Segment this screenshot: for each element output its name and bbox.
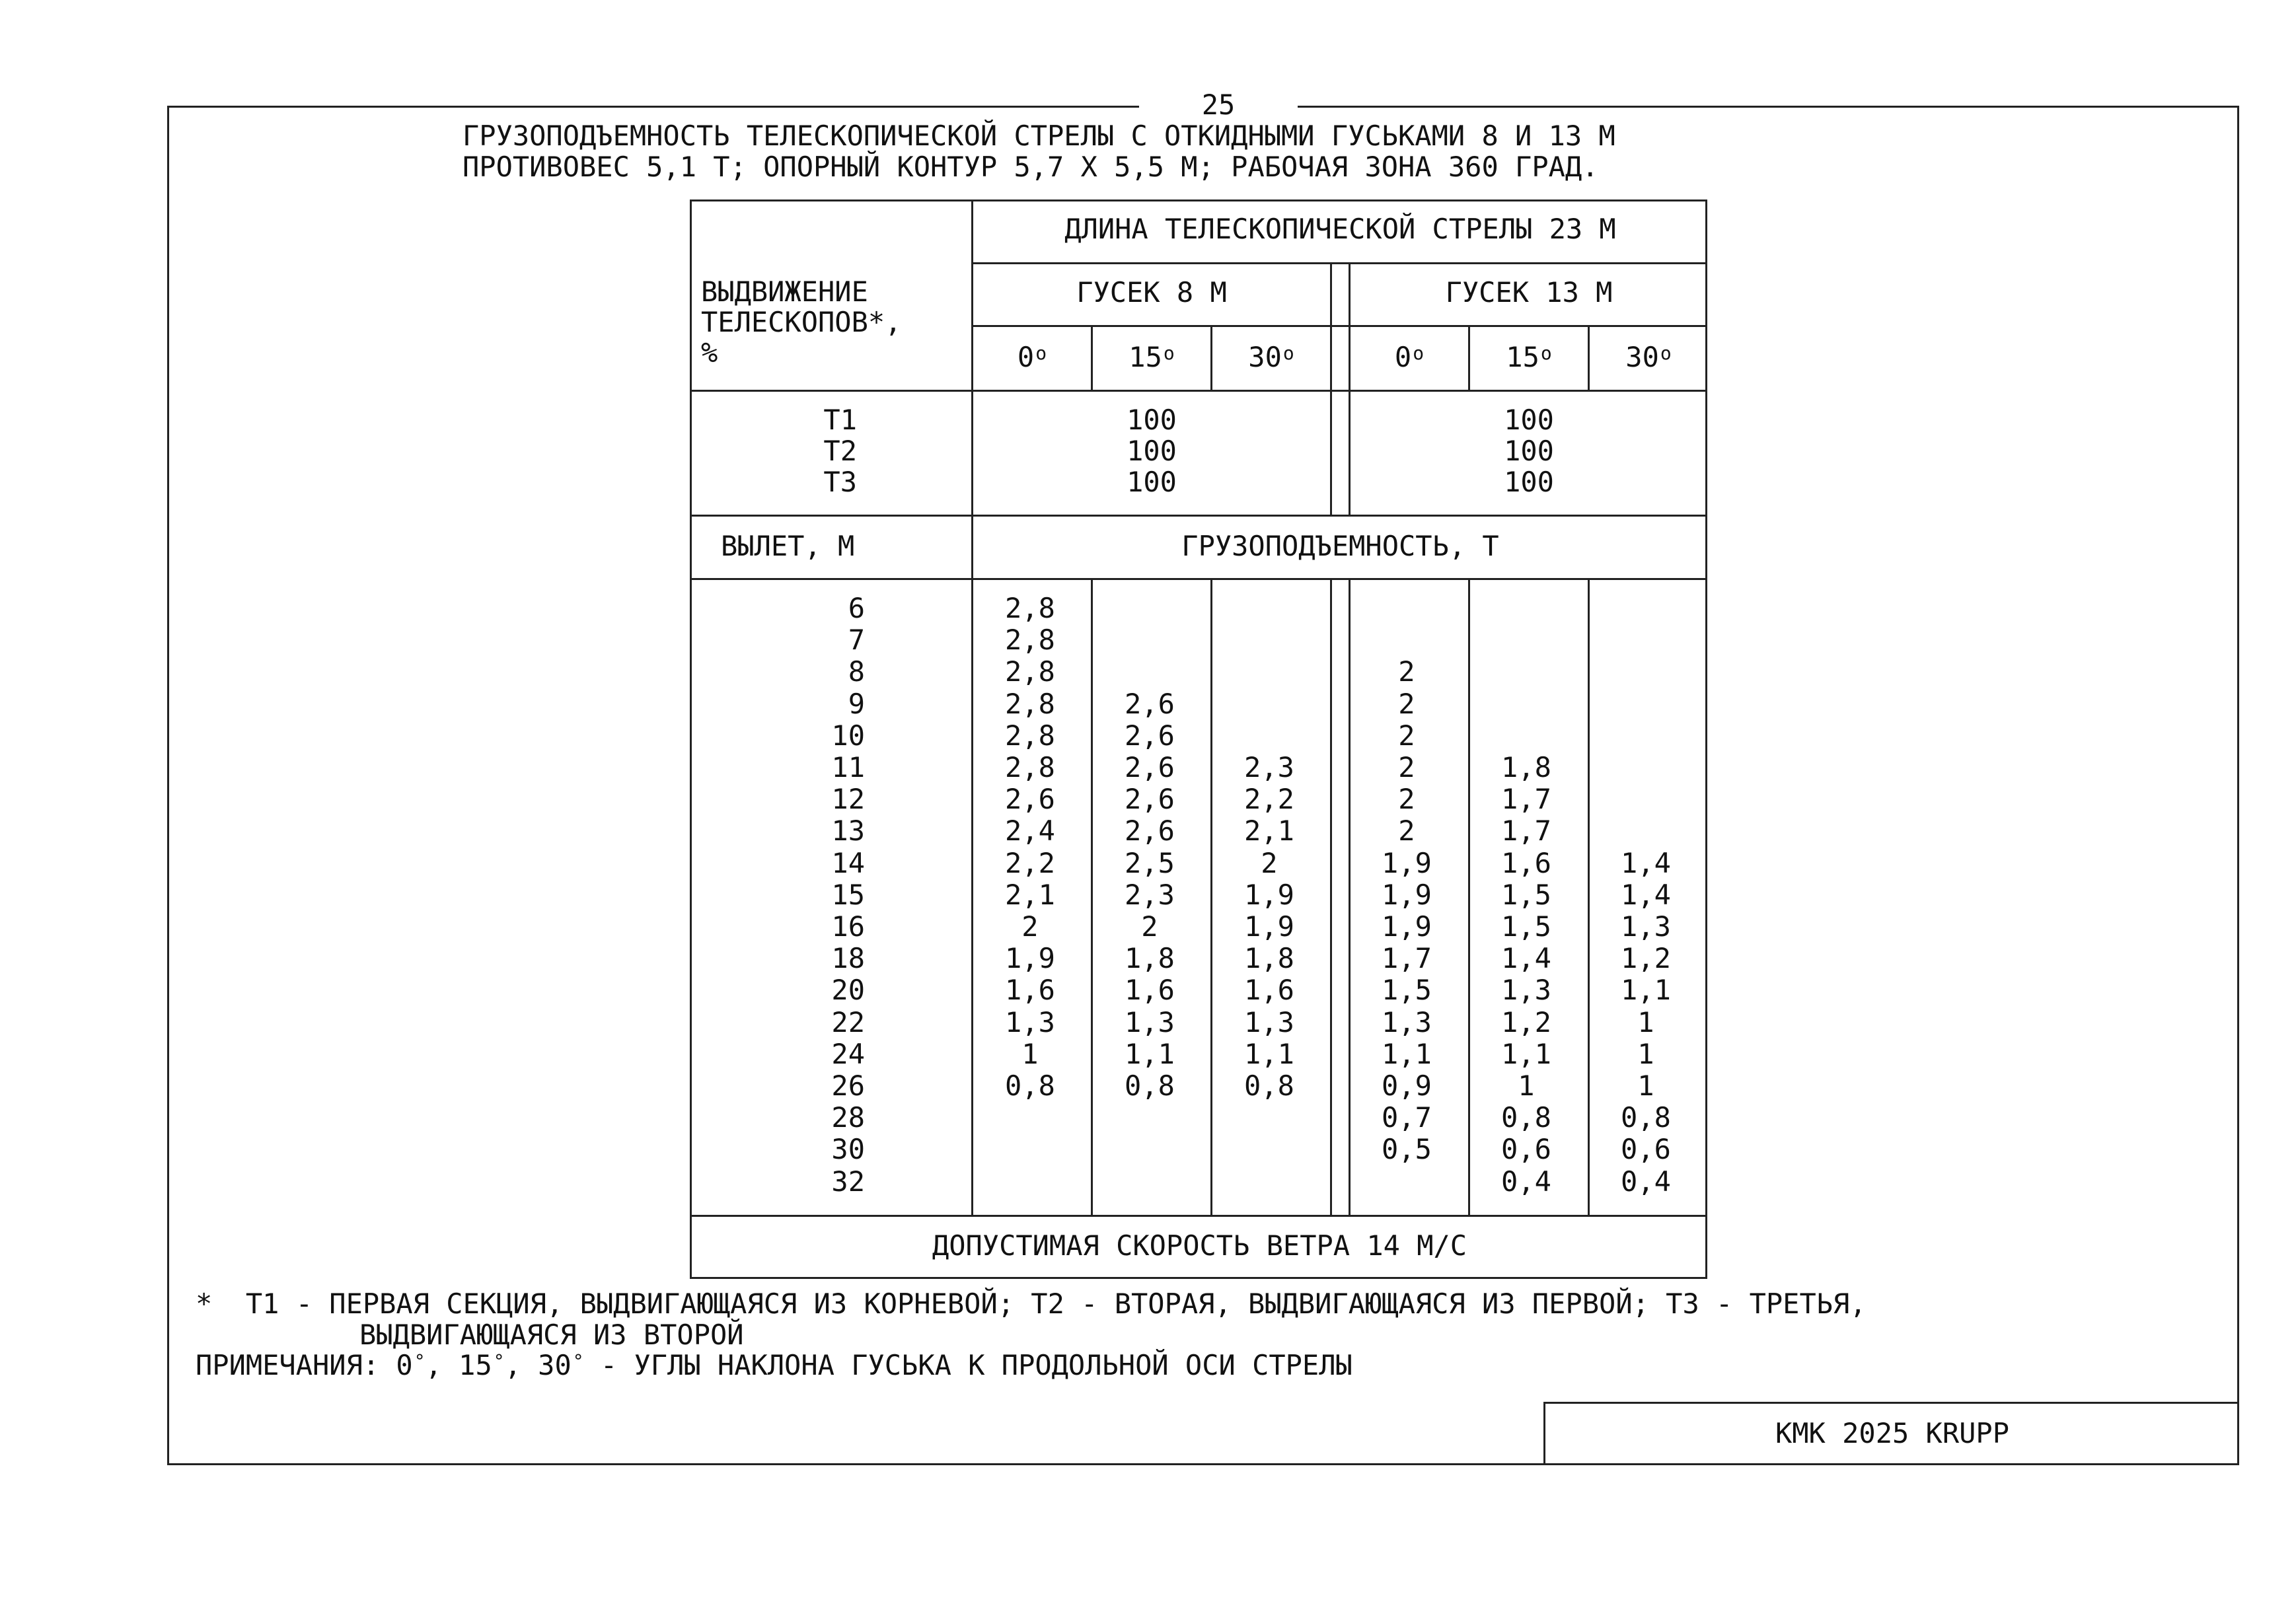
angle-jib8-15: 15$^o$ xyxy=(1129,341,1175,373)
rule-data-bottom xyxy=(692,1215,1707,1217)
angle-jib8-30: 30$^o$ xyxy=(1248,341,1294,373)
header-extension xyxy=(701,216,965,429)
capacity-jib8-0: 2,8 2,8 2,8 2,8 2,8 2,8 2,6 2,4 2,2 2,1 2 1,9 1,6 1,3 1 0,8 xyxy=(1005,592,1055,1103)
footnote-notes: ПРИМЕЧАНИЯ: 0°, 15°, 30° - УГЛЫ НАКЛОНА ГУСЬКА К ПРОДОЛЬНОЙ ОСИ СТРЕЛЫ xyxy=(196,1349,1352,1381)
rule-jib-split-d xyxy=(1349,578,1351,1215)
radius-values: 6 7 8 9 10 11 12 13 14 15 16 18 20 22 24 26 28 30 32 xyxy=(831,592,865,1198)
header-boom-length: ДЛИНА ТЕЛЕСКОПИЧЕСКОЙ СТРЕЛЫ 23 М xyxy=(1064,213,1616,245)
rule-jib-header xyxy=(973,325,1707,327)
rule-extension-bottom xyxy=(692,515,1707,517)
telescope-labels: Т1 Т2 Т3 xyxy=(823,404,857,498)
angle-jib13-0: 0$^o$ xyxy=(1394,341,1425,373)
load-chart-table xyxy=(690,200,1707,1279)
rule-data-1 xyxy=(1091,578,1093,1215)
rule-jib-split-c xyxy=(1330,578,1332,1215)
footnote-line-2: ВЫДВИГАЮЩАЯСЯ ИЗ ВТОРОЙ xyxy=(359,1319,744,1351)
capacity-label: ГРУЗОПОДЪЕМНОСТЬ, Т xyxy=(1181,530,1499,562)
rule-data-4 xyxy=(1468,578,1470,1215)
rule-data-2 xyxy=(1210,578,1212,1215)
capacity-jib8-30: 2,3 2,2 2,1 2 1,9 1,9 1,8 1,6 1,3 1,1 0,8 xyxy=(1244,751,1294,1103)
footnote-line-1: * Т1 - ПЕРВАЯ СЕКЦИЯ, ВЫДВИГАЮЩАЯСЯ ИЗ КОРНЕВОЙ; Т2 - ВТОРАЯ, ВЫДВИГАЮЩАЯСЯ ИЗ ПЕРВОЙ; Т3 - ТРЕТЬЯ, xyxy=(196,1288,1867,1320)
angle-jib8-0: 0$^o$ xyxy=(1017,341,1047,373)
rule-data-5 xyxy=(1588,578,1590,1215)
page-number: 25 xyxy=(1139,88,1298,122)
jib8-extension-values: 100 100 100 xyxy=(1127,404,1177,498)
rule-label-bottom xyxy=(692,578,1707,580)
title-block-stamp: КМК 2025 KRUPP xyxy=(1543,1402,2239,1465)
capacity-jib13-30: 1,4 1,4 1,3 1,2 1,1 1 1 1 0,8 0,6 0,4 xyxy=(1621,846,1671,1198)
rule-boom-header xyxy=(973,262,1707,264)
angle-jib13-15: 15$^o$ xyxy=(1506,341,1552,373)
radius-label: ВЫЛЕТ, М xyxy=(721,530,855,562)
capacity-jib13-0: 2 2 2 2 2 2 1,9 1,9 1,9 1,7 1,5 1,3 1,1 0,9 0,7 0,5 xyxy=(1382,655,1432,1166)
header-extension-text: ВЫДВИЖЕНИЕ ТЕЛЕСКОПОВ*, % xyxy=(701,275,902,369)
title-line-2: ПРОТИВОВЕС 5,1 Т; ОПОРНЫЙ КОНТУР 5,7 Х 5,5 М; РАБОЧАЯ ЗОНА 360 ГРАД. xyxy=(463,151,1599,183)
capacity-jib13-15: 1,8 1,7 1,7 1,6 1,5 1,5 1,4 1,3 1,2 1,1 1 0,8 0,6 0,4 xyxy=(1501,751,1551,1198)
rule-jib-split-a xyxy=(1330,262,1332,515)
header-jib-13: ГУСЕК 13 М xyxy=(1445,276,1613,309)
jib13-extension-values: 100 100 100 xyxy=(1504,404,1554,498)
capacity-jib8-15: 2,6 2,6 2,6 2,6 2,6 2,5 2,3 2 1,8 1,6 1,3 1,1 0,8 xyxy=(1125,687,1175,1103)
angle-jib13-30: 30$^o$ xyxy=(1625,341,1672,373)
title-line-1: ГРУЗОПОДЪЕМНОСТЬ ТЕЛЕСКОПИЧЕСКОЙ СТРЕЛЫ С ОТКИДНЫМИ ГУСЬКАМИ 8 И 13 М xyxy=(463,120,1615,152)
wind-note: ДОПУСТИМАЯ СКОРОСТЬ ВЕТРА 14 М/С xyxy=(932,1229,1467,1262)
header-jib-8: ГУСЕК 8 М xyxy=(1076,276,1227,309)
